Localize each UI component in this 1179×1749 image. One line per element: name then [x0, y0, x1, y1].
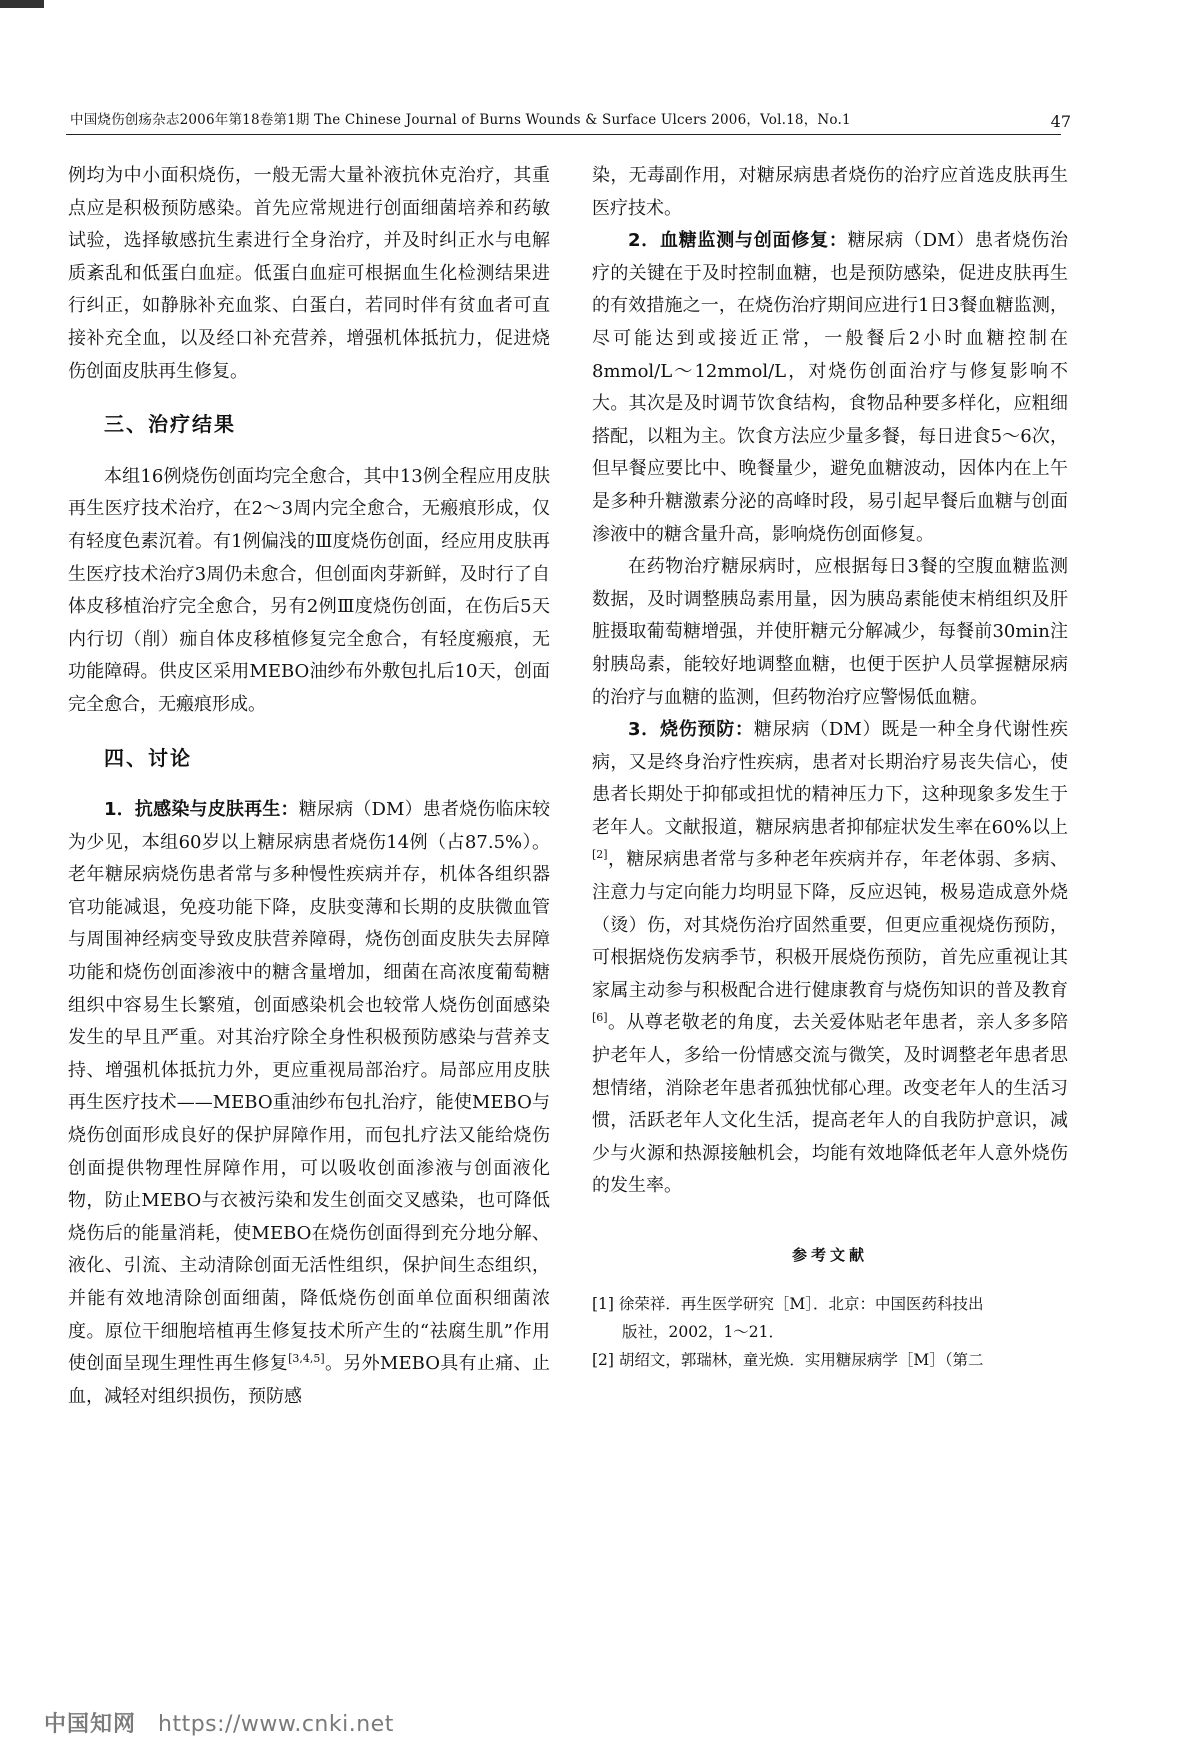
subheading-anti-infection: 1．抗感染与皮肤再生： [104, 799, 299, 821]
right-column [592, 160, 1068, 1374]
paragraph [592, 225, 1068, 551]
cnki-logo-text: 中国知网 [44, 1712, 137, 1737]
paragraph-text: 糖尿病（DM）既是一种全身代谢性疾病，又是终身治疗性疾病，患者对长期治疗易丧失信心，使患者长期处于抑郁或担忧的精神压力下，这种现象多发生于老年人。文献报道，糖尿病患者抑郁症状发生率在60%以上 [592, 719, 1068, 838]
left-column [68, 160, 550, 1413]
section-heading-discussion: 四、讨论 [104, 745, 192, 770]
page-number: 47 [1050, 112, 1071, 131]
citation: [3,4,5] [288, 1352, 325, 1366]
paragraph: 例均为中小面积烧伤，一般无需大量补液抗休克治疗，其重点应是积极预防感染。首先应常规进行创面细菌培养和药敏试验，选择敏感抗生素进行全身治疗，并及时纠正水与电解质紊乱和低蛋白血症。低蛋白血症可根据血生化检测结果进行纠正，如静脉补充血浆、白蛋白，若同时伴有贫血者可直接补充全血，以及经口补充营养，增强机体抵抗力，促进烧伤创面皮肤再生修复。 [68, 165, 550, 382]
paragraph-text: 。从尊老敬老的角度，去关爱体贴老年患者，亲人多多陪护老年人，多给一份情感交流与微笑，及时调整老年患者思想情绪，消除老年患者孤独忧郁心理。改变老年人的生活习惯，活跃老年人文化生活，提高老年人的自我防护意识，减少与火源和热源接触机会，均能有效地降低老年人意外烧伤的发生率。 [592, 1012, 1068, 1197]
subheading-prevention: 3．烧伤预防： [628, 719, 754, 741]
paragraph-text: 糖尿病（DM）患者烧伤治疗的关键在于及时控制血糖，也是预防感染，促进皮肤再生的有效措施之一，在烧伤治疗期间应进行1日3餐血糖监测，尽可能达到或接近正常，一般餐后2小时血糖控制在8mmol/L～12mmol/L，对烧伤创面治疗与修复影响不大。其次是及时调节饮食结构，食物品种要多样化，应粗细搭配，以粗为主。饮食方法应少量多餐，每日进食5～6次，但早餐应要比中、晚餐量少，避免血糖波动，因体内在上午是多种升糖激素分泌的高峰时段，易引起早餐后血糖与创面渗液中的糖含量升高，影响烧伤创面修复。 [592, 230, 1068, 545]
reference-item: [2] 胡绍文，郭瑞林，童光焕．实用糖尿病学［M］（第二 [592, 1350, 984, 1369]
paragraph-text: ，糖尿病患者常与多种老年疾病并存，年老体弱、多病、注意力与定向能力均明显下降，反应迟钝，极易造成意外烧（烫）伤，对其烧伤治疗固然重要，但更应重视烧伤预防，可根据烧伤发病季节，积极开展烧伤预防，首先应重视让其家属主动参与积极配合进行健康教育与烧伤知识的普及教育 [592, 849, 1068, 1001]
paragraph-text: 。另外MEBO具有止痛、止血，减轻对组织损伤，预防感 [68, 1353, 550, 1407]
references-heading: 参考文献 [791, 1246, 868, 1264]
reference-item: [1] 徐荣祥．再生医学研究［M］．北京：中国医药科技出 [592, 1294, 984, 1313]
header-rule [66, 134, 1061, 135]
reference-item-continued: 版社，2002，1～21． [622, 1322, 785, 1341]
paragraph: 染，无毒副作用，对糖尿病患者烧伤的治疗应首选皮肤再生医疗技术。 [592, 165, 1068, 219]
citation: [2] [592, 848, 608, 862]
journal-header-text: 中国烧伤创疡杂志2006年第18卷第1期 The Chinese Journal of Burns Wounds & Surface Ulcers 2006，Vol.18，No.1 [70, 112, 851, 128]
subheading-glucose: 2．血糖监测与创面修复： [628, 230, 848, 252]
section-heading-results: 三、治疗结果 [104, 412, 236, 437]
scan-corner-mark [0, 0, 44, 8]
paragraph: 本组16例烧伤创面均完全愈合，其中13例全程应用皮肤再生医疗技术治疗，在2～3周内完全愈合，无瘢痕形成，仅有轻度色素沉着。有1例偏浅的Ⅲ度烧伤创面，经应用皮肤再生医疗技术治疗3周仍未愈合，但创面肉芽新鲜，及时行了自体皮移植治疗完全愈合，另有2例Ⅲ度烧伤创面，在伤后5天内行切（削）痂自体皮移植修复完全愈合，有轻度瘢痕，无功能障碍。供皮区采用MEBO油纱布外敷包扎后10天，创面完全愈合，无瘢痕形成。 [68, 465, 550, 715]
paragraph [592, 714, 1068, 1203]
paragraph-text: 糖尿病（DM）患者烧伤临床较为少见，本组60岁以上糖尿病患者烧伤14例（占87.5%）。老年糖尿病烧伤患者常与多种慢性疾病并存，机体各组织器官功能减退，免疫功能下降，皮肤变薄和长期的皮肤微血管与周围神经病变导致皮肤营养障碍，烧伤创面皮肤失去屏障功能和烧伤创面渗液中的糖含量增加，细菌在高浓度葡萄糖组织中容易生长繁殖，创面感染机会也较常人烧伤创面感染发生的早且严重。对其治疗除全身性积极预防感染与营养支持、增强机体抵抗力外，更应重视局部治疗。局部应用皮肤再生医疗技术——MEBO重油纱布包扎治疗，能使MEBO与烧伤创面形成良好的保护屏障作用，而包扎疗法又能给烧伤创面提供物理性屏障作用，可以吸收创面渗液与创面液化物，防止MEBO与衣被污染和发生创面交叉感染，也可降低烧伤后的能量消耗，使MEBO在烧伤创面得到充分地分解、液化、引流、主动清除创面无活性组织，保护间生态组织，并能有效地清除创面细菌，降低烧伤创面单位面积细菌浓度。原位干细胞培植再生修复技术所产生的“祛腐生肌”作用使创面呈现生理性再生修复 [68, 799, 550, 1375]
cnki-watermark [44, 1707, 394, 1738]
paragraph [68, 794, 550, 1413]
citation: [6] [592, 1011, 608, 1025]
cnki-url: https://www.cnki.net [158, 1712, 394, 1737]
running-header [70, 108, 1060, 128]
paragraph: 在药物治疗糖尿病时，应根据每日3餐的空腹血糖监测数据，及时调整胰岛素用量，因为胰岛素能使末梢组织及肝脏摄取葡萄糖增强，并使肝糖元分解减少，每餐前30min注射胰岛素，能较好地调整血糖，也便于医护人员掌握糖尿病的治疗与血糖的监测，但药物治疗应警惕低血糖。 [592, 556, 1068, 708]
